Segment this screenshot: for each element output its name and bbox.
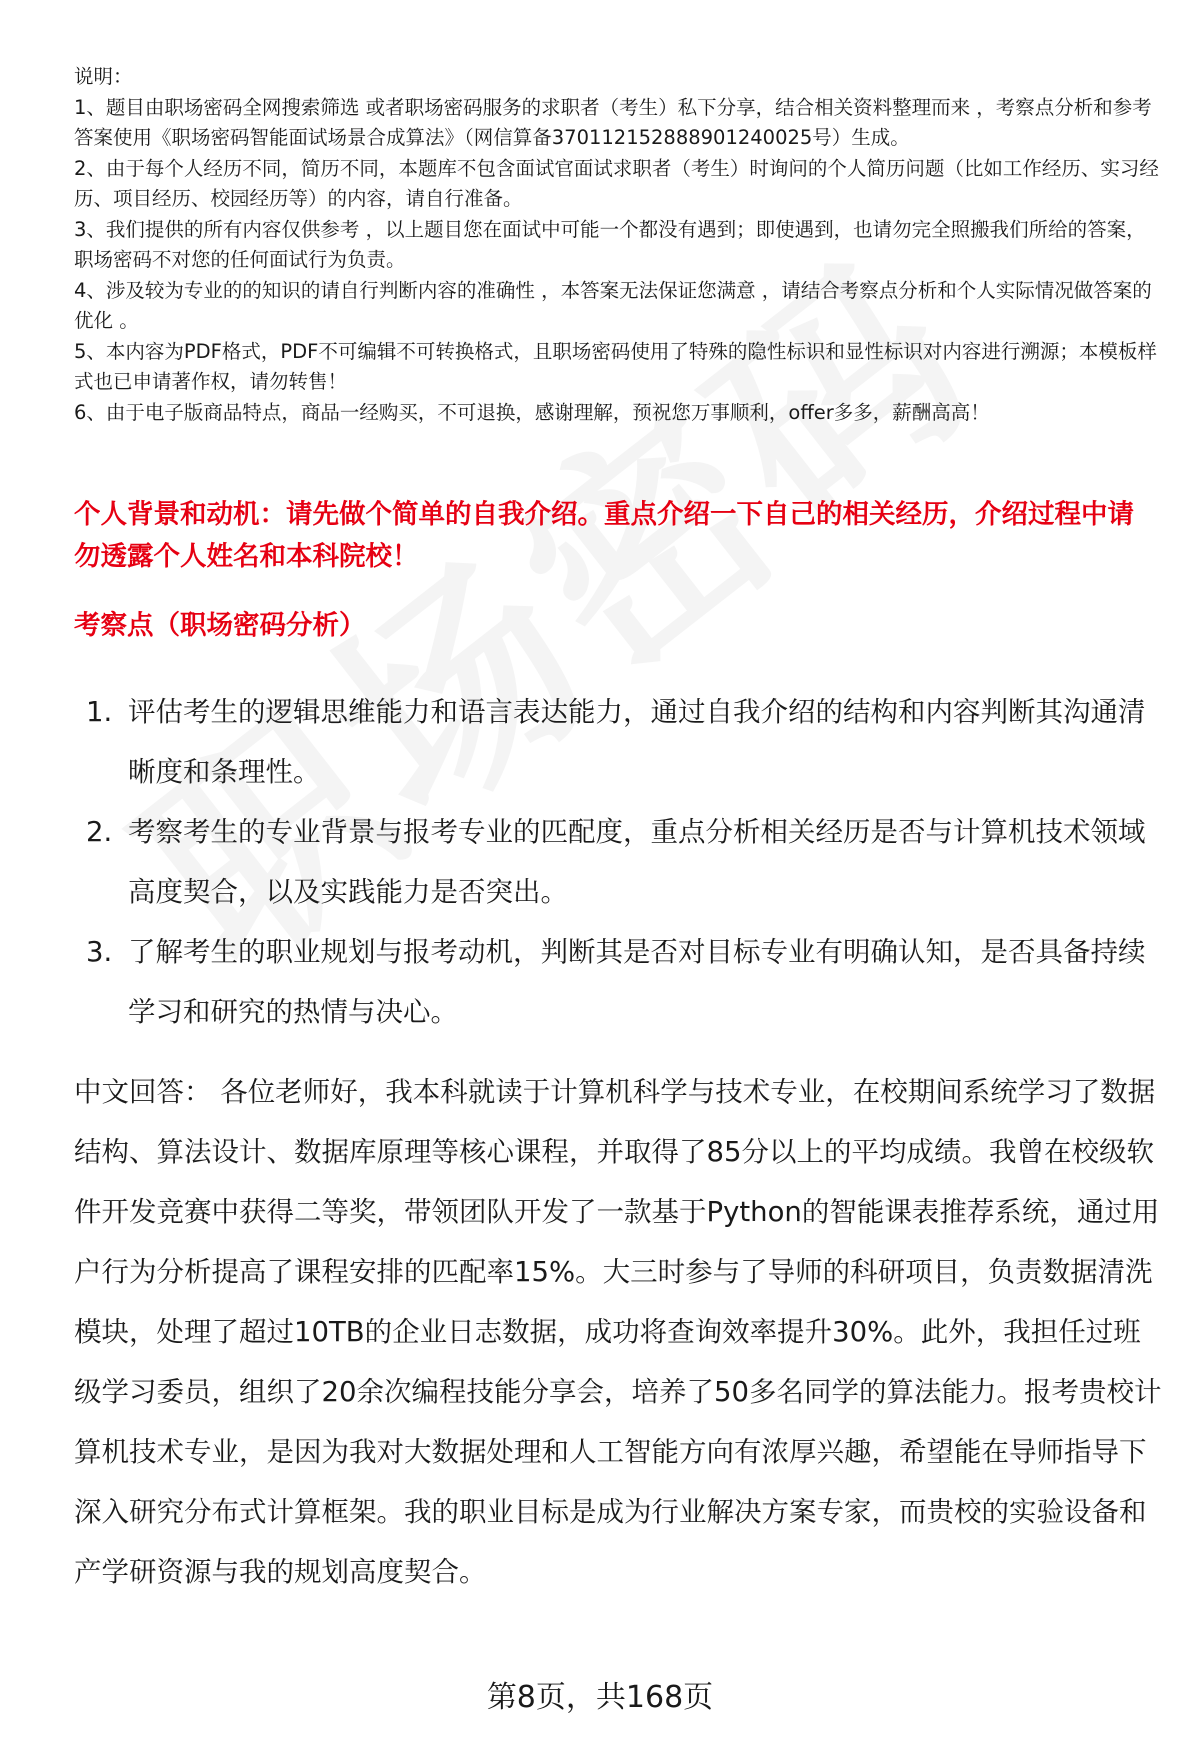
notes-heading: 说明：	[74, 65, 133, 88]
point-number: 3.	[86, 936, 113, 968]
notes-item: 2、由于每个人经历不同，简历不同，本题库不包含面试官面试求职者（考生）时询问的个人简历问题（比如工作经历、实习经历、项目经历、校园经历等）的内容，请自行准备。	[74, 156, 1159, 210]
notes-item: 6、由于电子版商品特点，商品一经购买，不可退换，感谢理解，预祝您万事顺利，offer多多，薪酬高高！	[74, 400, 990, 424]
notes-item: 1、题目由职场密码全网搜索筛选 或者职场密码服务的求职者（考生）私下分享，结合相关资料整理而来 ，考察点分析和参考答案使用《职场密码智能面试场景合成算法》（网信算备370112152888901240025号）生成。	[74, 95, 1152, 149]
answer-text: 中文回答： 各位老师好，我本科就读于计算机科学与技术专业，在校期间系统学习了数据结构、算法设计、数据库原理等核心课程，并取得了85分以上的平均成绩。我曾在校级软件开发竞赛中获得二等奖，带领团队开发了一款基于Python的智能课表推荐系统，通过用户行为分析提高了课程安排的匹配率15%。大三时参与了导师的科研项目，负责数据清洗模块，处理了超过10TB的企业日志数据，成功将查询效率提升30%。此外，我担任过班级学习委员，组织了20余次编程技能分享会，培养了50多名同学的算法能力。报考贵校计算机技术专业，是因为我对大数据处理和人工智能方向有浓厚兴趣，希望能在导师指导下深入研究分布式计算框架。我的职业目标是成为行业解决方案专家，而贵校的实验设备和产学研资源与我的规划高度契合。	[74, 1076, 1162, 1588]
point-text: 考察考生的专业背景与报考专业的匹配度，重点分析相关经历是否与计算机技术领域高度契合，以及实践能力是否突出。	[128, 816, 1146, 908]
notes-section	[74, 62, 1159, 428]
notes-item: 5、本内容为PDF格式，PDF不可编辑不可转换格式，且职场密码使用了特殊的隐性标识和显性标识对内容进行溯源；本模板样式也已申请著作权，请勿转售！	[74, 339, 1157, 393]
point-text: 评估考生的逻辑思维能力和语言表达能力，通过自我介绍的结构和内容判断其沟通清晰度和条理性。	[128, 696, 1146, 788]
point-text: 了解考生的职业规划与报考动机，判断其是否对目标专业有明确认知，是否具备持续学习和研究的热情与决心。	[128, 936, 1146, 1028]
notes-item: 3、我们提供的所有内容仅供参考 ，以上题目您在面试中可能一个都没有遇到；即使遇到，也请勿完全照搬我们所给的答案，职场密码不对您的任何面试行为负责。	[74, 217, 1146, 271]
analysis-point	[74, 802, 1159, 922]
interview-question: 个人背景和动机：请先做个简单的自我介绍。重点介绍一下自己的相关经历，介绍过程中请勿透露个人姓名和本科院校！	[74, 499, 1134, 572]
page-number: 第8页，共168页	[486, 1680, 714, 1715]
point-number: 2.	[86, 816, 113, 848]
point-number: 1.	[86, 696, 113, 728]
analysis-points-list	[74, 682, 1159, 1042]
analysis-title: 考察点（职场密码分析）	[74, 610, 366, 641]
analysis-point	[74, 922, 1159, 1042]
notes-item: 4、涉及较为专业的的知识的请自行判断内容的准确性 ，本答案无法保证您满意 ，请结合考察点分析和个人实际情况做答案的优化 。	[74, 278, 1152, 332]
analysis-point	[74, 682, 1159, 802]
